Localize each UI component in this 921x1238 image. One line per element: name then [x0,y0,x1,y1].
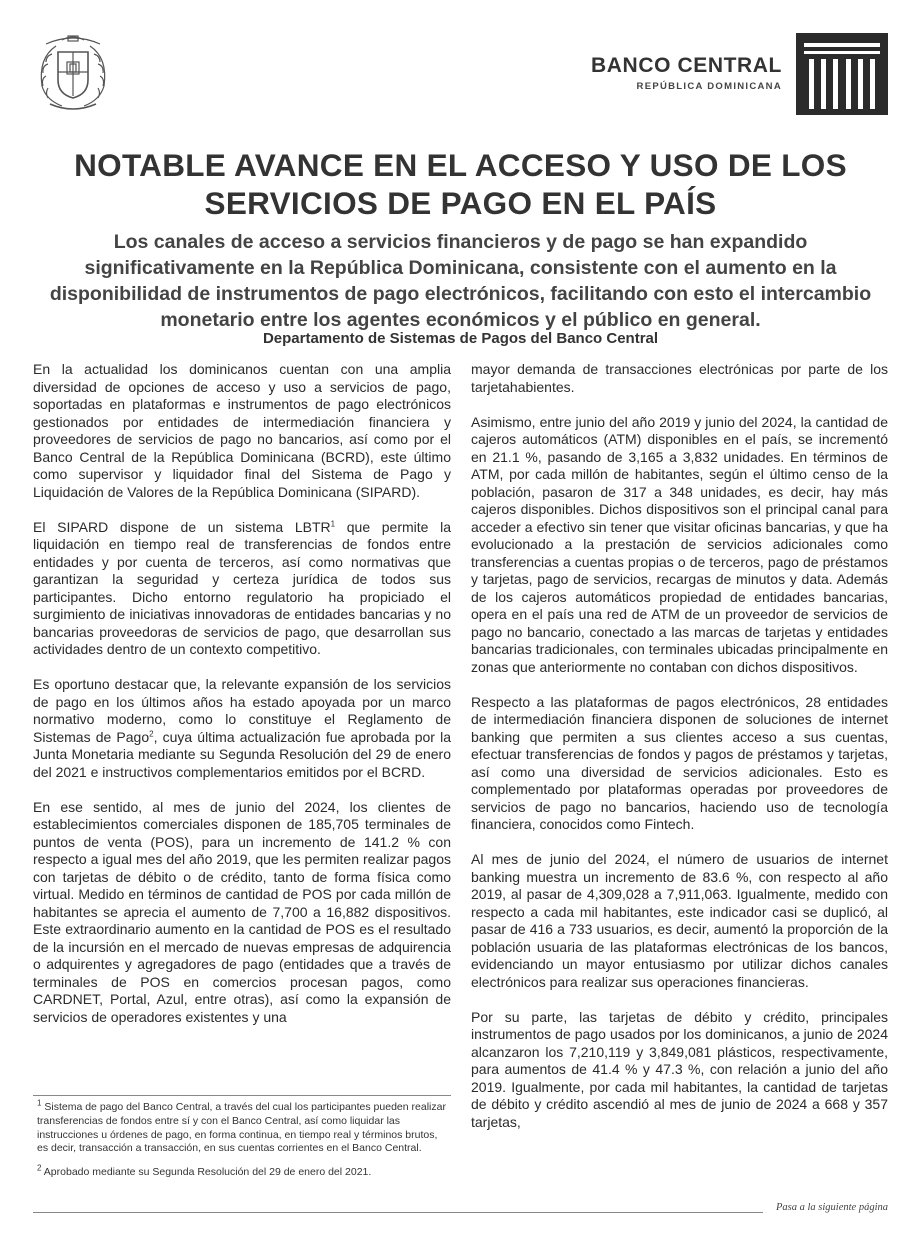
page-subtitle: Los canales de acceso a servicios financieros y de pago se han expandido significativamente en la República Dominicana, consistente con el aumento en la disponibilidad de instrumentos de pago electrónicos, facilitando con esto el intercambio monetario entre los agentes económicos y el público en general. [49,231,872,331]
footnote-ref-2: 2 [149,728,154,738]
brand-name: BANCO CENTRAL [591,54,782,77]
footer-divider [33,1212,763,1213]
footnote-number: 1 [37,1098,42,1108]
footnote-text: Sistema de pago del Banco Central, a través del cual los participantes pueden realizar transferencias de fondos entre sí y con el Banco Central, así como liquidar las instrucciones u órdenes de pago, en forma continua, en tiempo real y términos brutos, es decir, transacción a transacción, en sus cuentas corrientes en el Banco Central. [37,1101,446,1155]
title-line-2: SERVICIOS DE PAGO EN EL PAÍS [204,185,717,221]
paragraph [33,676,451,781]
paragraph: Por su parte, las tarjetas de débito y crédito, principales instrumentos de pago usados por los dominicanos, a junio de 2024 alcanzaron los 7,210,119 y 3,849,081 plásticos, respectivamente, para aumentos de 41.4 % y 47.3 %, con relación a junio del año 2019. Igualmente, por cada mil habitantes, la cantidad de tarjetas de débito y crédito ascendió al mes de junio de 2024 a 668 y 357 tarjetas, [471,1008,888,1130]
footnote-divider [33,1095,451,1096]
next-page-note: Pasa a la siguiente página [776,1202,888,1213]
footnote-1 [33,1098,451,1156]
right-column [471,361,888,1149]
footnote-2 [33,1163,451,1180]
paragraph: Asimismo, entre junio del año 2019 y junio del 2024, la cantidad de cajeros automáticos (ATM) disponibles en el país, se incrementó en 21.1 %, pasando de 3,165 a 3,832 unidades. En términos de ATM, por cada millón de habitantes, según el último censo de la población, pasaron de 317 a 348 unidades, es decir, hay más cajeros disponibles. Dichos dispositivos son el principal canal para acceder a efectivo sin tener que visitar oficinas bancarias, y que ha evolucionado a la prestación de servicios adicionales como transferencias a cuentas propias o de terceros, pago de préstamos y tarjetas, pago de servicios, recargas de minutos y data. Además de los cajeros automáticos propiedad de entidades bancarias, opera en el país una red de ATM de un proveedor de servicios de pago no bancario, conectado a las marcas de tarjetas y entidades bancarias tradicionales, con terminales ubicadas principalmente en zonas que anteriormente no contaban con dichos dispositivos. [471,413,888,675]
brand-subtitle: REPÚBLICA DOMINICANA [636,81,782,92]
coat-of-arms-icon [32,34,114,114]
paragraph-text: , cuya última actualización fue aprobada por la Junta Monetaria mediante su Segunda Resolución del 29 de enero del 2021 e instructivos complementarios emitidos por el BCRD. [33,728,451,780]
department-byline: Departamento de Sistemas de Pagos del Banco Central [262,330,659,347]
brand-block [560,54,782,92]
footnote-number: 2 [37,1163,42,1173]
paragraph-text: Es oportuno destacar que, la relevante expansión de los servicios de pago en los últimos años ha estado apoyada por un marco normativo moderno, como lo constituye el Reglamento de Sistemas de Pago [33,676,451,745]
title-line-1: NOTABLE AVANCE EN EL ACCESO Y USO DE LOS [74,147,847,183]
bank-columns-logo-icon [796,33,888,115]
left-column [33,361,451,1044]
paragraph: Respecto a las plataformas de pagos electrónicos, 28 entidades de intermediación financiera disponen de soluciones de internet banking que permiten a sus clientes acceso a sus cuentas, efectuar transferencias de fondos y pagos de préstamos y tarjetas, así como una diversidad de servicios adicionales. Esto es complementado por plataformas operadas por proveedores de servicios de pago no bancarios, haciendo uso de tecnología financiera, conocidos como Fintech. [471,693,888,832]
paragraph: Al mes de junio del 2024, el número de usuarios de internet banking muestra un incremento de 83.6 %, con respecto al año 2019, al pasar de 4,309,028 a 7,911,063. Igualmente, medido con respecto a cada mil habitantes, este indicador casi se duplicó, al pasar de 416 a 733 usuarios, es decir, aumentó la proporción de la población usuaria de las plataformas electrónicas de los bancos, evidenciando un mayor entusiasmo por utilizar dichos canales electrónicos para realizar sus operaciones financieras. [471,851,888,990]
paragraph: En la actualidad los dominicanos cuentan con una amplia diversidad de opciones de acceso y uso a servicios de pago, soportadas en plataformas e instrumentos de pago electrónicos gestionados por entidades de intermediación financiera y proveedores de servicios de pago no bancarios, así como por el Banco Central de la República Dominicana (BCRD), este último como supervisor y liquidador final del Sistema de Pago y Liquidación de Valores de la República Dominicana (SIPARD). [33,361,451,500]
footnotes [33,1098,451,1190]
paragraph-text: El SIPARD dispone de un sistema LBTR [33,518,331,535]
footnote-text: Aprobado mediante su Segunda Resolución del 29 de enero del 2021. [43,1166,372,1179]
paragraph: mayor demanda de transacciones electrónicas por parte de los tarjetahabientes. [471,361,888,395]
footnote-ref-1: 1 [330,518,336,528]
paragraph: En ese sentido, al mes de junio del 2024, los clientes de establecimientos comerciales disponen de 185,705 terminales de puntos de venta (POS), para un incremento de 141.2 % con respecto a igual mes del año 2019, que les permiten realizar pagos con tarjetas de débito o de crédito, tanto de forma física como virtual. Medido en términos de cantidad de POS por cada millón de habitantes se aprecia el aumento de 7,700 a 16,882 dispositivos. Este extraordinario aumento en la cantidad de POS es el resultado de la incursión en el mercado de nuevas empresas de adquirencia o adquirentes y agregadores de pago (entidades que a través de terminales de POS en comercios procesan pagos, como CARDNET, Portal, Azul, entre otras), así como la expansión de servicios de operadores existentes y una [33,798,451,1025]
page-title [20,146,901,222]
paragraph-text: que permite la liquidación en tiempo real de transferencias de fondos entre entidades y por cuenta de terceros, así como normativas que garantizan la seguridad y certeza jurídica de todos sus participantes. Dicho entorno regulatorio ha propiciado el surgimiento de iniciativas innovadoras de entidades bancarias y no bancarias proveedoras de servicios de pago, que desarrollan sus actividades dentro de un contexto competitivo. [33,518,452,657]
paragraph [33,519,451,659]
